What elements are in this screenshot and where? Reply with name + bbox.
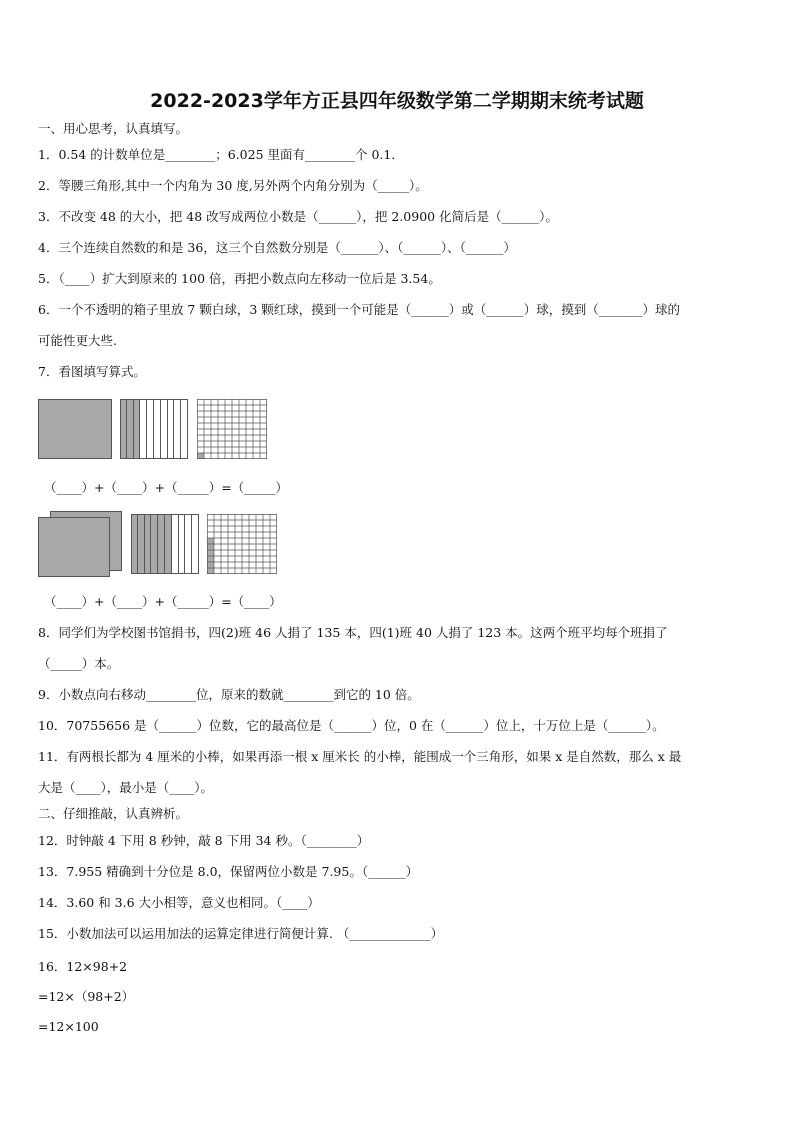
- question-16-line-3: =12×100: [38, 1019, 99, 1034]
- question-3: 3．不改变 48 的大小，把 48 改写成两位小数是（______），把 2.0900 化简后是（______）。: [38, 209, 558, 224]
- question-10: 10．70755656 是（______）位数，它的最高位是（______）位，0 在（______）位上，十万位上是（______）。: [38, 718, 665, 733]
- tenth-strip: [127, 399, 134, 459]
- tenth-strip: [131, 514, 138, 574]
- full-square-front: [38, 517, 110, 577]
- question-2: 2．等腰三角形,其中一个内角为 30 度,另外两个内角分别为（_____）。: [38, 178, 428, 193]
- tenth-strip: [120, 399, 127, 459]
- page-title: 2022-2023学年方正县四年级数学第二学期期末统考试题: [150, 90, 644, 112]
- hundredths-grid: [197, 399, 267, 459]
- tenth-strip: [181, 399, 188, 459]
- tenth-strip: [174, 399, 181, 459]
- shaded-hundredth: [207, 538, 214, 544]
- tenth-strip: [151, 514, 158, 574]
- question-7-equation-1: （____）+（____）+（_____）=（_____）: [44, 480, 288, 495]
- hundredths-grid-svg: [207, 514, 277, 574]
- hundredths-grid: [207, 514, 277, 574]
- tenth-strip: [138, 514, 145, 574]
- question-5: 5．（____）扩大到原来的 100 倍，再把小数点向左移动一位后是 3.54。: [38, 271, 441, 286]
- section-2-heading: 二、仔细推敲，认真辨析。: [38, 806, 189, 821]
- tenth-strip: [179, 514, 186, 574]
- question-11-line-2: 大是（____），最小是（____）。: [38, 780, 214, 795]
- tenth-strip: [140, 399, 147, 459]
- question-1: 1．0.54 的计数单位是________；6.025 里面有________个 0.1．: [38, 147, 404, 162]
- question-14: 14．3.60 和 3.6 大小相等，意义也相同。（____）: [38, 895, 320, 910]
- tenth-strip: [145, 514, 152, 574]
- shaded-hundredth: [207, 562, 214, 568]
- tenth-strip: [154, 399, 161, 459]
- tenth-strip: [147, 399, 154, 459]
- shaded-hundredth: [207, 556, 214, 562]
- question-9: 9．小数点向右移动________位，原来的数就________到它的 10 倍。: [38, 687, 420, 702]
- question-16-line-1: 16．12×98+2: [38, 959, 128, 974]
- tenth-strip: [158, 514, 165, 574]
- hundredths-grid-svg: [197, 399, 267, 459]
- question-4: 4．三个连续自然数的和是 36，这三个自然数分别是（______）、（______）、（______）: [38, 240, 516, 255]
- tenth-strip: [161, 399, 168, 459]
- tenth-strip: [134, 399, 141, 459]
- tenth-strip: [192, 514, 199, 574]
- tenths-strips: [131, 514, 199, 574]
- question-13: 13．7.955 精确到十分位是 8.0，保留两位小数是 7.95。（______）: [38, 864, 419, 879]
- tenth-strip: [165, 514, 172, 574]
- section-1-heading: 一、用心思考，认真填写。: [38, 121, 189, 136]
- question-7-equation-2: （____）+（____）+（_____）=（____）: [44, 594, 282, 609]
- tenth-strip: [185, 514, 192, 574]
- tenths-strips: [120, 399, 188, 459]
- full-square: [38, 399, 112, 459]
- question-7: 7．看图填写算式。: [38, 364, 146, 379]
- question-12: 12．时钟敲 4 下用 8 秒钟，敲 8 下用 34 秒。（________）: [38, 833, 370, 848]
- question-8-line-1: 8．同学们为学校图书馆捐书，四(2)班 46 人捐了 135 本，四(1)班 40 人捐了 123 本。这两个班平均每个班捐了: [38, 625, 668, 640]
- shaded-hundredth: [207, 568, 214, 574]
- question-8-line-2: （_____）本。: [38, 656, 120, 671]
- shaded-hundredth: [197, 453, 204, 459]
- question-11-line-1: 11．有两根长都为 4 厘米的小棒，如果再添一根 x 厘米长 的小棒，能围成一个三角形，如果 x 是自然数，那么 x 最: [38, 749, 682, 764]
- question-6-line-2: 可能性更大些.: [38, 333, 117, 348]
- question-15: 15．小数加法可以运用加法的运算定律进行简便计算. （_____________）: [38, 926, 444, 941]
- tenth-strip: [172, 514, 179, 574]
- shaded-hundredth: [207, 544, 214, 550]
- shaded-hundredth: [207, 550, 214, 556]
- question-6-line-1: 6．一个不透明的箱子里放 7 颗白球，3 颗红球，摸到一个可能是（______）或（______）球，摸到（_______）球的: [38, 302, 681, 317]
- question-16-line-2: =12×（98+2）: [38, 989, 135, 1004]
- tenth-strip: [168, 399, 175, 459]
